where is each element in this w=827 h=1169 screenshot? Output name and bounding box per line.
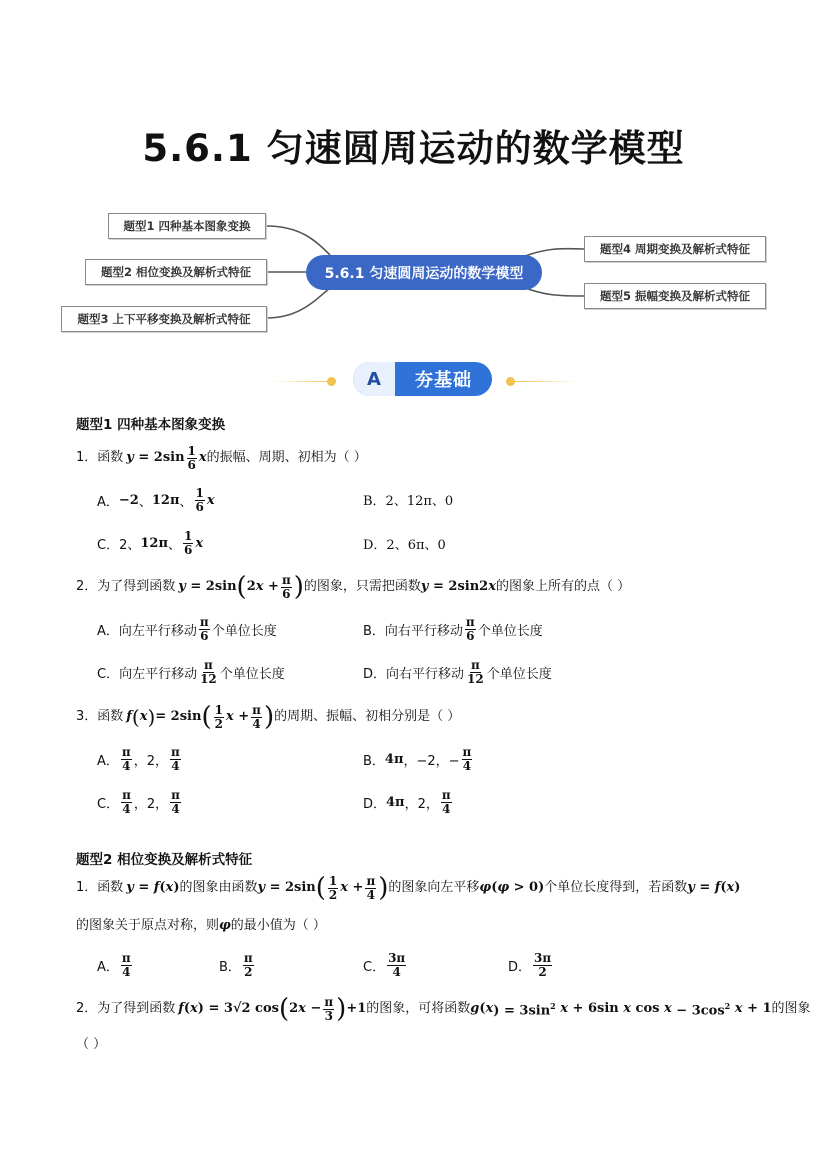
s2-q1-option-a[interactable]: A． $\frac{\pi}{4}$ xyxy=(97,950,131,979)
s1-q1-option-c[interactable]: C． 2、 12π 、 $\frac{1}{6}$ x xyxy=(97,528,204,557)
s1-q2-stem: 2．为了得到函数 y = 2sin ( 2 x + $\frac{\pi}{6}$ ) 的图象，只需把函数 y = 2sin2 x 的图象上所有的点（ ） xyxy=(76,572,631,602)
section2-heading: 题型2 相位变换及解析式特征 xyxy=(76,852,253,868)
s2-q1-option-b[interactable]: B． $\frac{\pi}{2}$ xyxy=(219,950,253,979)
mindmap-center: 5.6.1 匀速圆周运动的数学模型 xyxy=(306,255,542,290)
s1-q3-option-a[interactable]: A． $\frac{\pi}{4}$ ，2， $\frac{\pi}{4}$ xyxy=(97,744,180,773)
s2-q1-option-d[interactable]: D． $\frac{3\pi}{2}$ xyxy=(508,950,552,979)
s1-q3-option-b[interactable]: B． 4π ，−2，− $\frac{\pi}{4}$ xyxy=(363,744,472,773)
s1-q2-option-b[interactable]: B．向右平行移动 $\frac{\pi}{6}$ 个单位长度 xyxy=(363,614,543,643)
s1-q3-stem: 3．函数 f ( x ) = 2sin ( $\frac{1}{2}$ x + $\frac{\pi}{4}$ ) 的周期、振幅、初相分别是（ ） xyxy=(76,702,461,732)
s2-q1-stem-line2: 的图象关于原点对称，则 φ 的最小值为（ ） xyxy=(76,918,326,933)
banner-line-right xyxy=(514,381,579,382)
banner-letter: A xyxy=(353,362,395,396)
banner-dot-left xyxy=(327,377,336,386)
mindmap-node-type1: 题型1 四种基本图象变换 xyxy=(108,213,266,239)
s2-q2-stem-line1: 2．为了得到函数 f ( x ) = 3√2 cos ( 2 x − $\frac{\pi}{3}$ ) +1 的图象，可将函数 g ( x ) = $3\sin^2$ x + 6sin x cos x − $3\cos^2$ x + 1 的图象 xyxy=(76,994,811,1024)
s1-q1-option-a[interactable]: A． −2 、 12π 、 $\frac{1}{6}$ x xyxy=(97,485,215,514)
mindmap-node-type5: 题型5 振幅变换及解析式特征 xyxy=(584,283,766,309)
page-title: 5.6.1 匀速圆周运动的数学模型 xyxy=(142,127,685,170)
s1-q1-stem: 1．函数 y = 2sin $\frac{1}{6}$ x 的振幅、周期、初相为（ ） xyxy=(76,443,367,472)
s2-q2-stem-line2: （ ） xyxy=(76,1037,107,1052)
mindmap-node-type2: 题型2 相位变换及解析式特征 xyxy=(85,259,267,285)
s1-q1-option-d[interactable]: D．2、6π、0 xyxy=(363,538,446,553)
s1-q2-option-c[interactable]: C．向左平行移动 $\frac{\pi}{12}$ 个单位长度 xyxy=(97,657,285,686)
banner-line-left xyxy=(272,381,332,382)
banner-label: 夯基础 xyxy=(415,370,472,391)
mindmap-node-type4: 题型4 周期变换及解析式特征 xyxy=(584,236,766,262)
s1-q3-option-d[interactable]: D． 4π ，2， $\frac{\pi}{4}$ xyxy=(363,787,451,816)
mindmap-node-type3: 题型3 上下平移变换及解析式特征 xyxy=(61,306,267,332)
s1-q1-option-b[interactable]: B．2、12π、0 xyxy=(363,494,454,509)
s1-q3-option-c[interactable]: C． $\frac{\pi}{4}$ ，2， $\frac{\pi}{4}$ xyxy=(97,787,180,816)
section1-heading: 题型1 四种基本图象变换 xyxy=(76,417,226,433)
section-banner xyxy=(353,362,492,396)
s2-q1-option-c[interactable]: C． $\frac{3\pi}{4}$ xyxy=(363,950,406,979)
s1-q2-option-a[interactable]: A．向左平行移动 $\frac{\pi}{6}$ 个单位长度 xyxy=(97,614,277,643)
s1-q2-option-d[interactable]: D．向右平行移动 $\frac{\pi}{12}$ 个单位长度 xyxy=(363,657,552,686)
s2-q1-stem-line1: 1．函数 y = f ( x ) 的图象由函数 y = 2sin ( $\frac{1}{2}$ x + $\frac{\pi}{4}$ ) 的图象向左平移 φ ( φ > 0) 个单位长度得到，若函数 y = f ( x ) xyxy=(76,873,741,903)
